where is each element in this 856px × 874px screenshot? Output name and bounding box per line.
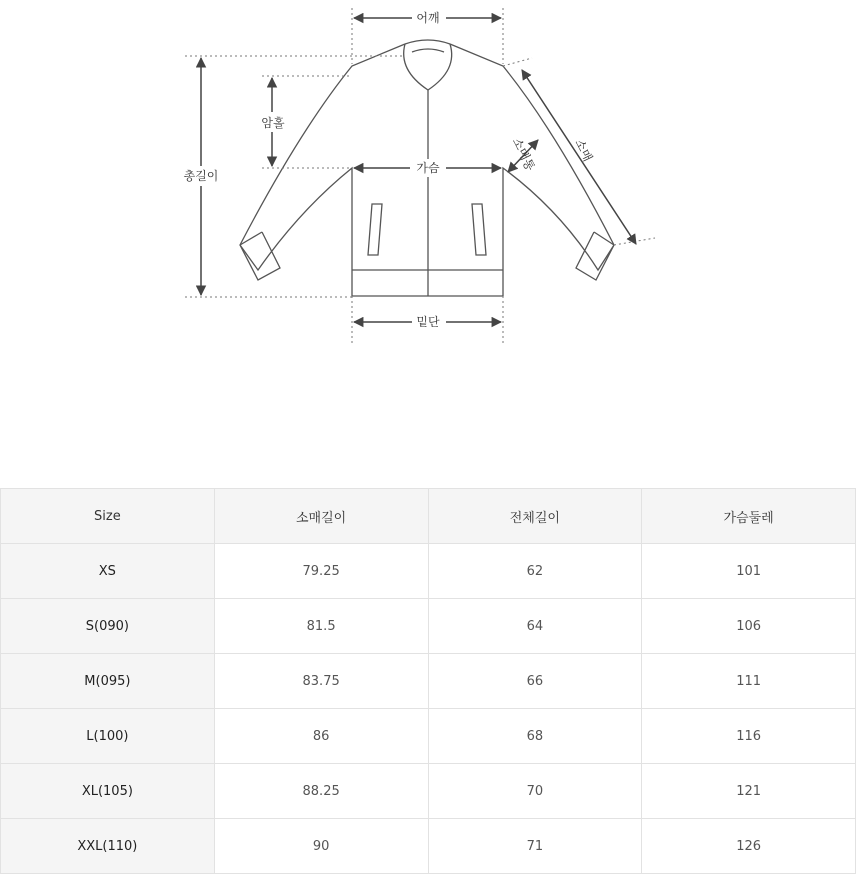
size-table	[0, 488, 856, 874]
sleeve-length-cell: 90	[214, 819, 428, 874]
table-row	[1, 709, 856, 764]
sleeve-length-cell: 83.75	[214, 654, 428, 709]
size-cell: XXL(110)	[1, 819, 215, 874]
header-chest: 가슴둘레	[642, 489, 856, 544]
sleeve-length-cell: 88.25	[214, 764, 428, 819]
chest-cell: 111	[642, 654, 856, 709]
sleeve-arrow	[522, 70, 636, 244]
sleeve-length-cell: 81.5	[214, 599, 428, 654]
shoulder-label: 어깨	[416, 11, 440, 25]
total-length-cell: 71	[428, 819, 642, 874]
jacket-diagram-svg	[0, 0, 856, 360]
armhole-label: 암홀	[261, 116, 285, 130]
total-length-cell: 64	[428, 599, 642, 654]
table-header-row	[1, 489, 856, 544]
table-row	[1, 654, 856, 709]
total-length-cell: 66	[428, 654, 642, 709]
table-row	[1, 764, 856, 819]
chest-cell: 101	[642, 544, 856, 599]
size-cell: XL(105)	[1, 764, 215, 819]
header-sleeve-length: 소매길이	[214, 489, 428, 544]
size-cell: L(100)	[1, 709, 215, 764]
total-length-label: 총길이	[183, 169, 219, 183]
total-length-cell: 70	[428, 764, 642, 819]
table-row	[1, 599, 856, 654]
jacket-measurement-diagram	[0, 0, 856, 360]
total-length-cell: 68	[428, 709, 642, 764]
sleeve-length-cell: 86	[214, 709, 428, 764]
size-cell: M(095)	[1, 654, 215, 709]
chest-cell: 126	[642, 819, 856, 874]
chest-label: 가슴	[416, 161, 440, 175]
chest-cell: 106	[642, 599, 856, 654]
size-cell: XS	[1, 544, 215, 599]
chest-cell: 116	[642, 709, 856, 764]
size-cell: S(090)	[1, 599, 215, 654]
sleeve-length-cell: 79.25	[214, 544, 428, 599]
header-total-length: 전체길이	[428, 489, 642, 544]
chest-cell: 121	[642, 764, 856, 819]
header-size: Size	[1, 489, 215, 544]
total-length-cell: 62	[428, 544, 642, 599]
sleeve-width-label: 소매통	[509, 135, 538, 173]
sleeve-label: 소매	[572, 136, 595, 164]
table-row	[1, 544, 856, 599]
table-row	[1, 819, 856, 874]
hem-label: 밑단	[416, 315, 440, 329]
